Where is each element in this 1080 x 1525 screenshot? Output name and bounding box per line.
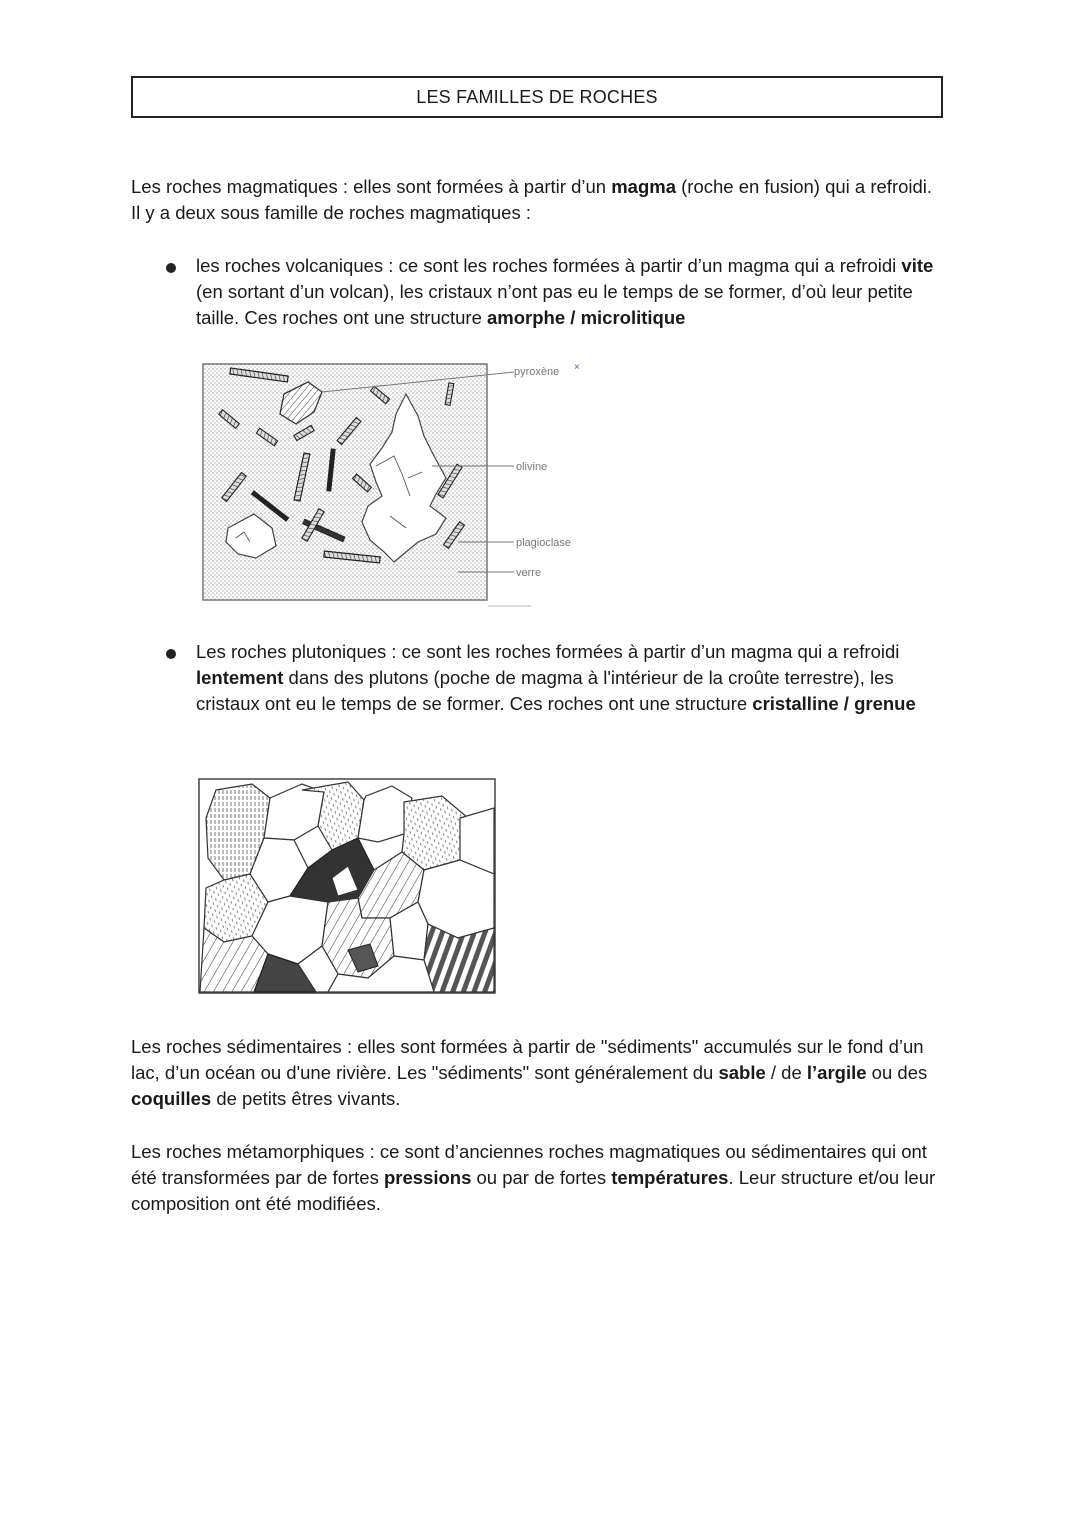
text-run: (en sortant d’un volcan), les cristaux n’ont pas eu le temps de se former, d’où leur petite taille. Ces roches ont une structure bbox=[196, 281, 913, 328]
page-title bbox=[131, 76, 943, 118]
volcanic-rock-figure bbox=[196, 356, 596, 610]
glass-matrix bbox=[203, 364, 487, 600]
bold-term: lentement bbox=[196, 667, 284, 688]
text-run: (roche en fusion) qui a refroidi. Il y a deux sous famille de roches magmatiques : bbox=[131, 176, 933, 223]
bullet-dot bbox=[166, 649, 176, 659]
text-run: les roches volcaniques : ce sont les roches formées à partir d’un magma qui a refroidi bbox=[196, 255, 902, 276]
bold-term: magma bbox=[611, 176, 676, 197]
close-mark-icon: × bbox=[574, 362, 580, 373]
text-run: ou des bbox=[866, 1062, 928, 1083]
bold-term: l’argile bbox=[806, 1062, 867, 1083]
plutonic-rock-figure bbox=[198, 778, 496, 994]
bold-term: amorphe / microlitique bbox=[487, 307, 686, 328]
text-run: dans des plutons (poche de magma à l'intérieur de la croûte terrestre), les cristaux ont eu le temps de se former. Ces roches ont une structure bbox=[196, 667, 894, 714]
text-run: . Leur structure et/ou leur composition ont été modifiées. bbox=[131, 1167, 936, 1214]
metamorphic-paragraph bbox=[131, 1139, 946, 1217]
text-run: Les roches plutoniques : ce sont les roches formées à partir d’un magma qui a refroidi bbox=[196, 641, 900, 662]
bullet-dot bbox=[166, 263, 176, 273]
bold-term: pressions bbox=[383, 1167, 472, 1188]
text-run: / de bbox=[765, 1062, 807, 1083]
plutonic-paragraph bbox=[196, 639, 946, 717]
volcanic-paragraph bbox=[196, 253, 946, 331]
sedimentary-paragraph bbox=[131, 1034, 946, 1112]
bold-term: températures bbox=[611, 1167, 729, 1188]
label-olivine: olivine bbox=[516, 461, 548, 473]
text-run: ou par de fortes bbox=[471, 1167, 612, 1188]
bold-term: vite bbox=[901, 255, 934, 276]
page-title-text: LES FAMILLES DE ROCHES bbox=[416, 86, 658, 107]
text-run: Les roches sédimentaires : elles sont formées à partir de "sédiments" accumulés sur le fond d’un lac, d’un océan ou d'une rivière. Les "sédiments" sont généralement du bbox=[131, 1036, 924, 1083]
text-run: de petits êtres vivants. bbox=[211, 1088, 401, 1109]
label-plagioclase: plagioclase bbox=[516, 537, 572, 549]
text-run: Les roches magmatiques : elles sont formées à partir d’un bbox=[131, 176, 612, 197]
label-pyroxene: pyroxène bbox=[514, 366, 560, 378]
bold-term: sable bbox=[718, 1062, 766, 1083]
magmatic-paragraph bbox=[131, 174, 946, 226]
bold-term: coquilles bbox=[131, 1088, 212, 1109]
label-verre: verre bbox=[516, 567, 542, 579]
bold-term: cristalline / grenue bbox=[752, 693, 916, 714]
text-run: Les roches métamorphiques : ce sont d’anciennes roches magmatiques ou sédimentaires qui ont été transformées par de fortes bbox=[131, 1141, 927, 1188]
